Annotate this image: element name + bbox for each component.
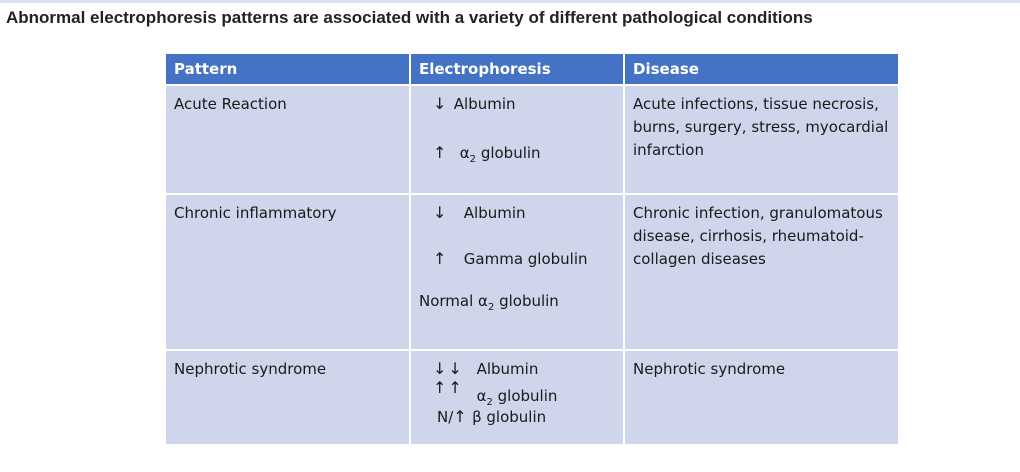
disease-cell: Chronic infection, granulomatous disease, cirrhosis, rheumatoid-collagen diseases: [624, 194, 898, 350]
top-accent-rule: [0, 0, 1020, 3]
subscript: 2: [486, 397, 493, 408]
table-header-row: [166, 54, 898, 85]
finding-text: Gamma globulin: [463, 250, 588, 268]
alpha-symbol: α: [478, 292, 488, 310]
beta-symbol: β: [472, 408, 482, 426]
electrophoresis-cell: [410, 194, 624, 350]
finding-prefix: N/: [437, 408, 454, 426]
finding-prefix: Normal: [419, 292, 479, 310]
double-down-arrow-icon: ↓↓: [433, 359, 464, 378]
finding-text: globulin: [476, 144, 541, 162]
pattern-cell: Acute Reaction: [166, 85, 410, 194]
table-row: [166, 350, 898, 444]
double-up-arrow-icon: ↑↑: [433, 378, 464, 397]
finding-text: globulin: [494, 292, 559, 310]
finding-text: Albumin: [453, 95, 516, 113]
down-arrow-icon: ↓: [433, 94, 447, 113]
electrophoresis-cell: [410, 85, 624, 194]
electrophoresis-findings: [419, 202, 615, 315]
finding-line: [433, 93, 629, 116]
finding-line: [437, 406, 633, 429]
pattern-cell: Chronic inflammatory: [166, 194, 410, 350]
slide-title: Abnormal electrophoresis patterns are associated with a variety of different pathological conditions: [6, 8, 813, 27]
finding-text: Albumin: [476, 360, 539, 378]
disease-cell: Acute infections, tissue necrosis, burns, surgery, stress, myocardial infarction: [624, 85, 898, 194]
electrophoresis-findings: [419, 358, 615, 429]
electrophoresis-findings: [419, 93, 615, 167]
finding-text: globulin: [481, 408, 547, 426]
pattern-cell: Nephrotic syndrome: [166, 350, 410, 444]
header-pattern: Pattern: [166, 54, 410, 85]
down-arrow-icon: ↓: [433, 203, 447, 222]
header-electrophoresis: Electrophoresis: [410, 54, 624, 85]
subscript: 2: [487, 302, 495, 313]
header-disease: Disease: [624, 54, 898, 85]
finding-text: globulin: [492, 387, 558, 405]
finding-line: [433, 202, 629, 225]
alpha-symbol: α: [459, 144, 470, 162]
finding-line: [419, 290, 615, 315]
table-row: [166, 194, 898, 350]
alpha-symbol: α: [476, 387, 487, 405]
up-arrow-icon: ↑: [453, 407, 467, 426]
finding-line: [433, 248, 629, 271]
up-arrow-icon: ↑: [433, 249, 447, 268]
subscript: 2: [469, 154, 477, 165]
disease-cell: Nephrotic syndrome: [624, 350, 898, 444]
table-row: [166, 85, 898, 194]
finding-text: Albumin: [463, 204, 526, 222]
up-arrow-icon: ↑: [433, 143, 447, 162]
finding-line: [433, 142, 629, 167]
electrophoresis-cell: [410, 350, 624, 444]
electrophoresis-table: [166, 54, 898, 444]
